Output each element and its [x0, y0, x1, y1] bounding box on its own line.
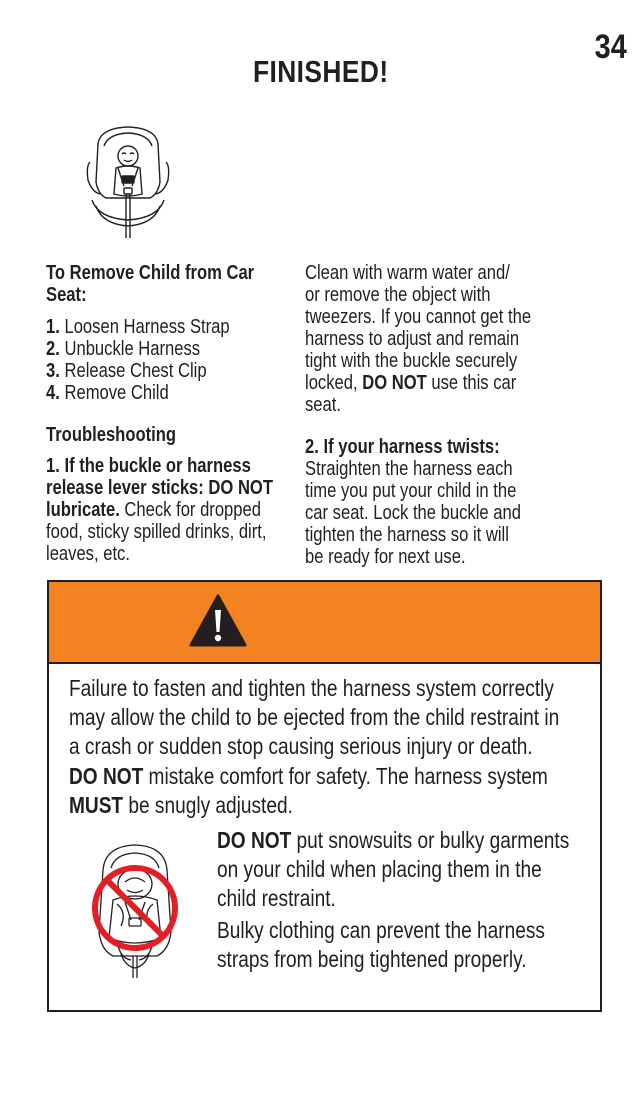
step-number: 1. — [46, 316, 60, 338]
troubleshooting-item1-heading-cont: release lever sticks: DO NOT — [46, 477, 273, 499]
warning-box — [47, 580, 602, 1012]
item1-cont-text: tight with the buckle securely — [305, 350, 518, 372]
troubleshooting-heading: Troubleshooting — [46, 424, 177, 446]
left-column — [46, 262, 296, 565]
car-seat-child-illustration — [78, 122, 178, 242]
item2-text: be ready for next use. — [305, 546, 466, 568]
item1-cont-text: harness to adjust and remain — [305, 328, 520, 350]
step-number: 4. — [46, 382, 60, 404]
do-not-emphasis: DO NOT — [69, 763, 144, 789]
warning-paragraph-4 — [217, 916, 612, 974]
do-not-warning: DO NOT — [362, 372, 427, 394]
do-not-emphasis: DO NOT — [217, 827, 292, 853]
warning-text: a crash or sudden stop causing serious injury or death. — [69, 733, 533, 759]
no-snowsuit-prohibition-illustration — [81, 840, 189, 980]
warning-text: may allow the child to be ejected from the child restraint in — [69, 704, 560, 730]
item1-cont-text: locked, — [305, 372, 363, 394]
warning-text: Bulky clothing can prevent the harness — [217, 917, 545, 943]
troubleshooting-item1-heading: 1. If the buckle or harness — [46, 455, 251, 477]
step-number: 2. — [46, 338, 60, 360]
item2-text: Straighten the harness each — [305, 458, 513, 480]
remove-child-heading: To Remove Child from Car — [46, 262, 255, 284]
warning-text: child restraint. — [217, 885, 336, 911]
warning-triangle-icon — [189, 594, 247, 648]
warning-header-band — [49, 582, 600, 664]
warning-text: be snugly adjusted. — [123, 792, 293, 818]
warning-text: mistake comfort for safety. The harness system — [143, 763, 548, 789]
warning-paragraph-2 — [69, 762, 641, 820]
item1-cont-text: seat. — [305, 394, 341, 416]
item1-cont-text: Clean with warm water and/ — [305, 262, 510, 284]
step-text: Loosen Harness Strap — [64, 316, 230, 338]
item1-text: leaves, etc. — [46, 543, 130, 565]
item1-text: food, sticky spilled drinks, dirt, — [46, 521, 267, 543]
item1-cont-text: use this car — [426, 372, 517, 394]
step-text: Unbuckle Harness — [64, 338, 201, 360]
remove-child-heading-cont: Seat: — [46, 284, 87, 306]
item1-cont-text: tweezers. If you cannot get the — [305, 306, 532, 328]
item1-text: Check for dropped — [119, 499, 261, 521]
lubricate-warning: lubricate. — [46, 499, 120, 521]
item2-text: time you put your child in the — [305, 480, 517, 502]
warning-paragraph-3 — [217, 826, 641, 913]
item1-cont-text: or remove the object with — [305, 284, 491, 306]
warning-text: Failure to fasten and tighten the harness system correctly — [69, 675, 554, 701]
page-title-text: FINISHED! — [252, 54, 389, 89]
item2-text: car seat. Lock the buckle and — [305, 502, 521, 524]
warning-text: on your child when placing them in the — [217, 856, 542, 882]
warning-paragraph-1 — [69, 674, 641, 761]
must-emphasis: MUST — [69, 792, 124, 818]
item2-text: tighten the harness so it will — [305, 524, 509, 546]
right-column — [305, 262, 605, 568]
page-number: 34 — [594, 28, 627, 66]
step-text: Remove Child — [64, 382, 169, 404]
troubleshooting-item2-heading: 2. If your harness twists: — [305, 436, 500, 458]
warning-text: straps from being tightened properly. — [217, 946, 527, 972]
page-title — [0, 54, 641, 90]
warning-text: put snowsuits or bulky garments — [291, 827, 570, 853]
step-number: 3. — [46, 360, 60, 382]
step-text: Release Chest Clip — [64, 360, 207, 382]
